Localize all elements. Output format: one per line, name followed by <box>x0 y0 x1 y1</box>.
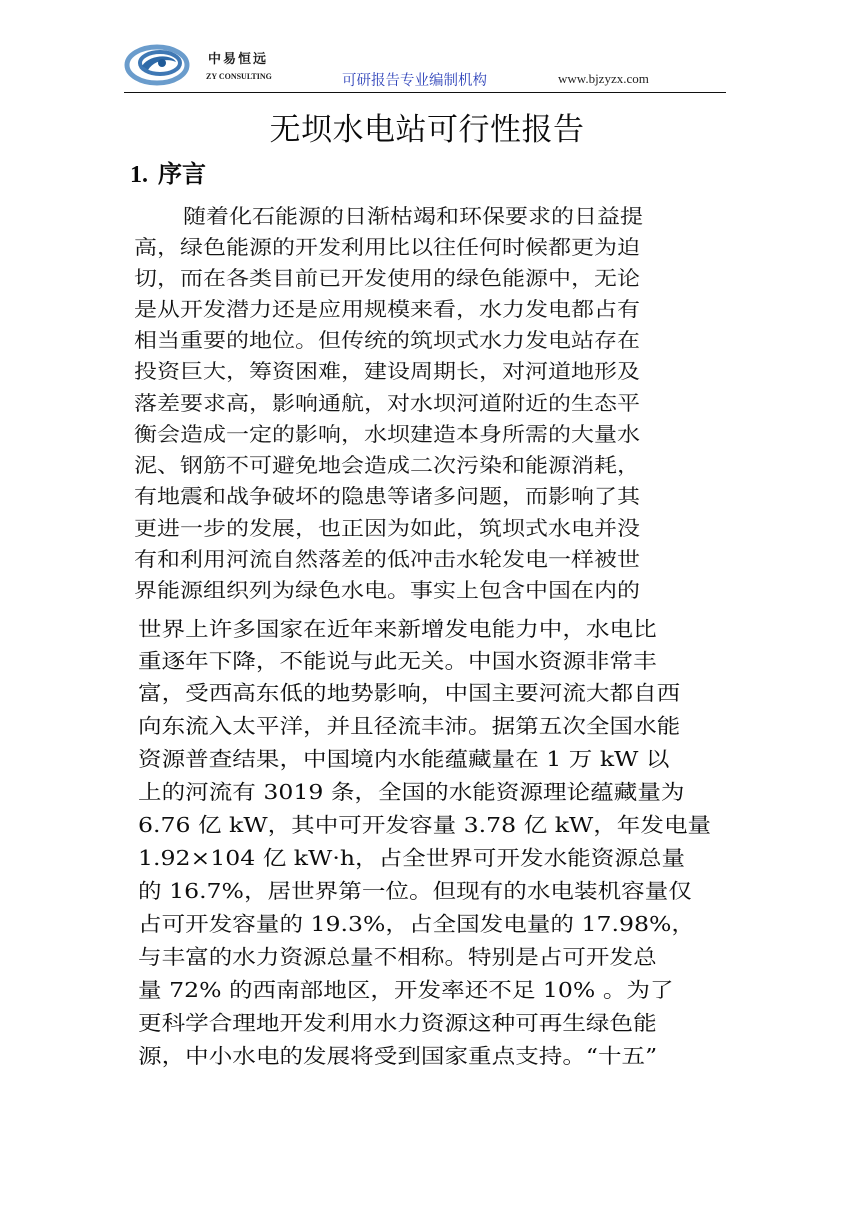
body-line: 相当重要的地位。但传统的筑坝式水力发电站存在 <box>134 328 640 352</box>
header-divider <box>124 92 726 93</box>
company-logo <box>124 36 284 90</box>
body-line: 更进一步的发展，也正因为如此，筑坝式水电并没 <box>134 516 640 540</box>
body-line: 向东流入太平洋，并且径流丰沛。据第五次全国水能 <box>138 714 681 738</box>
body-line: 投资巨大，筹资困难，建设周期长，对河道地形及 <box>134 359 640 383</box>
body-line: 1.92×104 亿 kW·h，占全世界可开发水能资源总量 <box>138 846 686 870</box>
body-line: 切，而在各类目前已开发使用的绿色能源中，无论 <box>134 266 640 290</box>
body-line: 量 72% 的西南部地区，开发率还不足 10% 。为了 <box>138 978 674 1002</box>
header-url: www.bjzyzx.com <box>558 71 649 86</box>
body-line: 世界上许多国家在近年来新增发电能力中，水电比 <box>138 617 657 641</box>
body-line: 是从开发潜力还是应用规模来看，水力发电都占有 <box>134 297 640 321</box>
body-line: 衡会造成一定的影响，水坝建造本身所需的大量水 <box>134 422 640 446</box>
body-line: 高，绿色能源的开发利用比以往任何时候都更为迫 <box>134 235 640 259</box>
body-line: 6.76 亿 kW，其中可开发容量 3.78 亿 kW，年发电量 <box>138 813 712 837</box>
body-line: 有和利用河流自然落差的低冲击水轮发电一样被世 <box>134 547 640 571</box>
document-title: 无坝水电站可行性报告 <box>269 112 585 148</box>
header-slogan: 可研报告专业编制机构 <box>342 73 487 89</box>
logo-english-name: ZY CONSULTING <box>206 72 272 81</box>
swirl-logo-icon <box>124 40 194 88</box>
body-line: 富，受西高东低的地势影响，中国主要河流大都自西 <box>138 681 681 705</box>
body-line: 占可开发容量的 19.3%，占全国发电量的 17.98%， <box>138 912 695 936</box>
body-line: 重逐年下降，不能说与此无关。中国水资源非常丰 <box>138 649 657 673</box>
logo-chinese-name: 中易恒远 <box>208 52 269 67</box>
body-line: 随着化石能源的日渐枯竭和环保要求的日益提 <box>183 204 643 228</box>
body-line: 的 16.7%，居世界第一位。但现有的水电装机容量仅 <box>138 879 692 903</box>
section-heading <box>130 154 206 189</box>
page-header <box>124 36 726 94</box>
body-line: 有地震和战争破坏的隐患等诸多问题，而影响了其 <box>134 484 640 508</box>
body-line: 更科学合理地开发利用水力资源这种可再生绿色能 <box>138 1011 657 1035</box>
body-line: 泥、钢筋不可避免地会造成二次污染和能源消耗， <box>134 453 640 477</box>
body-line: 源，中小水电的发展将受到国家重点支持。“十五” <box>138 1044 658 1068</box>
section-title: 序言 <box>158 159 206 188</box>
body-line: 资源普查结果，中国境内水能蕴藏量在 1 万 kW 以 <box>138 747 670 771</box>
body-line: 上的河流有 3019 条，全国的水能资源理论蕴藏量为 <box>138 780 685 804</box>
body-line: 界能源组织列为绿色水电。事实上包含中国在内的 <box>134 578 640 602</box>
section-number: 1. <box>130 162 148 188</box>
body-line: 落差要求高，影响通航，对水坝河道附近的生态平 <box>134 391 640 415</box>
body-line: 与丰富的水力资源总量不相称。特别是占可开发总 <box>138 945 657 969</box>
